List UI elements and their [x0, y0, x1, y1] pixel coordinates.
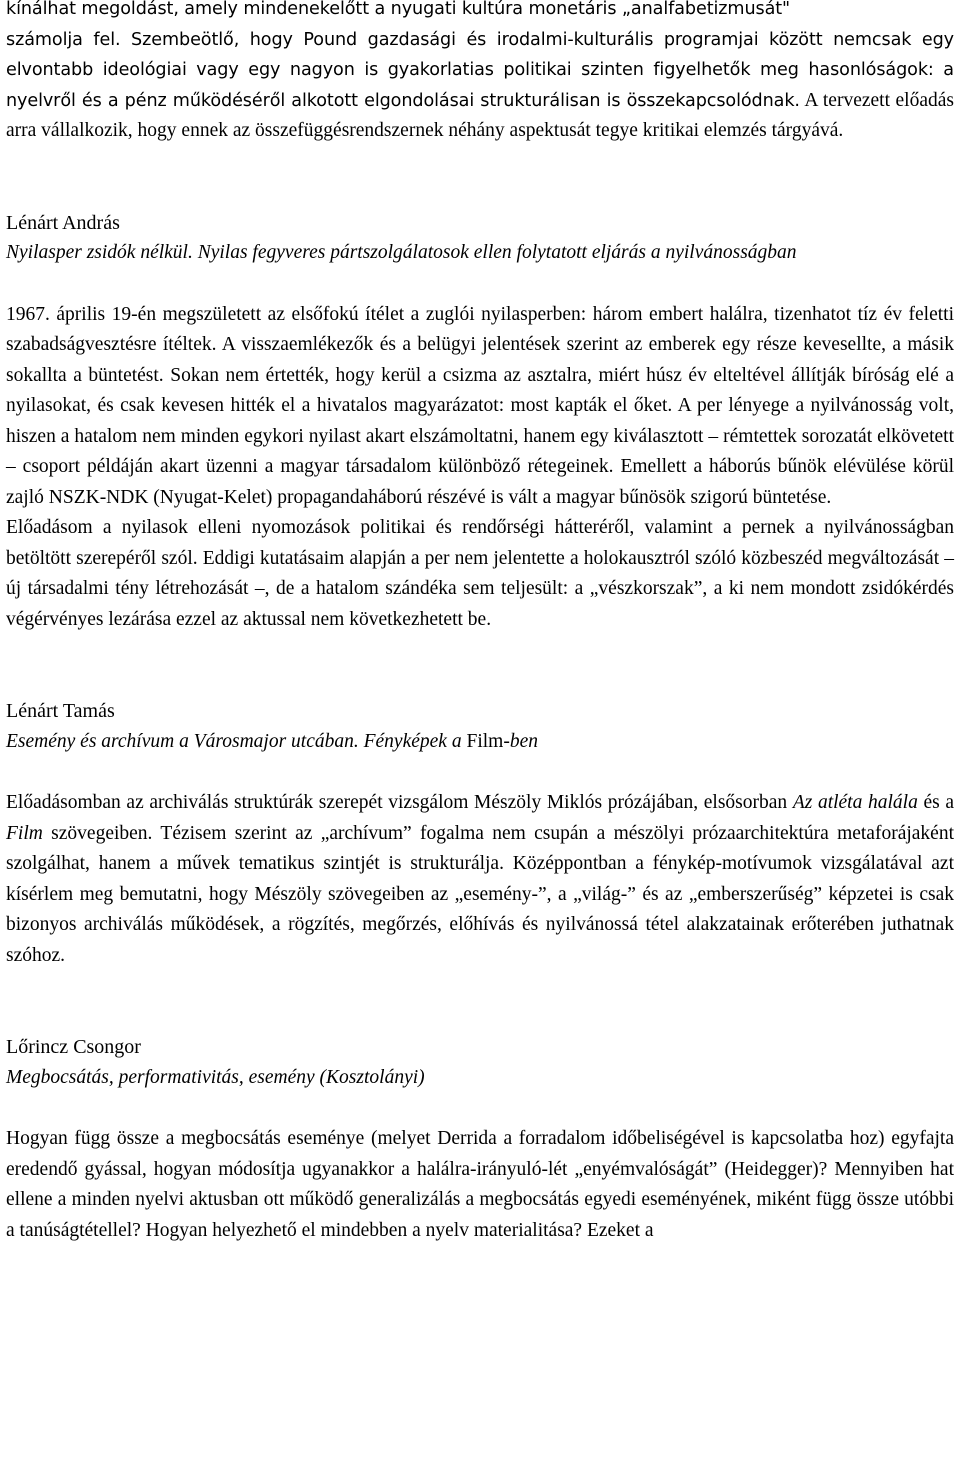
intro-line-1: kínálhat megoldást, amely mindenekelőtt a nyugati kultúra monetáris „analfabetizmusát" — [6, 0, 791, 19]
author-name: Lénárt Tamás — [6, 700, 115, 722]
abstract-paragraph — [6, 788, 954, 971]
title-spacer — [6, 1093, 954, 1124]
abstract-text: szövegeiben. Tézisem szerint az „archívum” fogalma nem csupán a mészölyi prózaarchitektúra metaforájaként szolgálhat, hanem a művek tematikus szintjét is strukturálja. Középpontban a fénykép-motívumok vizsgálatával azt kísérlem meg bemutatni, hogy Mészöly szövegeiben az „esemény-”, a „világ-” és az „emberszerűség” képzetei is csak bizonyos archiválás működések, a rögzítés, megőrzés, előhívás és nyilvánossá tétel alakzatainak erőterében juthatnak szóhoz. — [6, 822, 954, 966]
work-title: Az atléta halála — [792, 792, 918, 813]
author-name: Lénárt András — [6, 211, 120, 234]
document-page — [6, 0, 954, 1246]
work-title: Film — [6, 822, 43, 844]
abstract-text: és a — [917, 792, 954, 813]
section-lenart-tamas — [6, 696, 954, 971]
talk-title: Megbocsátás, performativitás, esemény (Kosztolányi) — [6, 1066, 425, 1088]
intro-line-2: számolja fel. — [6, 29, 132, 50]
section-spacer — [6, 635, 954, 696]
abstract-paragraph: Hogyan függ össze a megbocsátás eseménye (melyet Derrida a forradalom időbeliségével is kapcsolatba hoz) egyfajta eredendő gyással, hogyan módosítja ugyanakkor a halálra-irányuló-lét „enyémvalóságát” (Heidegger)? Mennyiben hat ellene a minden nyelvi aktusban ott működő generalizálás a megbocsátás egyedi eseményének, miként függ össze utóbbi a tanúságtétellel? Hogyan helyezhető el mindebben a nyelv materialitása? Ezeket a — [6, 1128, 954, 1241]
intro-paragraph — [6, 0, 954, 147]
section-spacer — [6, 971, 954, 1032]
intro-sans-text: Szembeötlő, hogy Pound gazdasági és irodalmi-kulturális programjai között nemcsak egy elvontabb ideológiai vagy egy nagyon is gyakorlatias politikai szinten figyelhetők meg hasonlóságok: a nyelvről és a pénz működéséről alkotott elgondolásai strukturálisan is összekapcsolódnak. — [6, 29, 954, 111]
talk-title-part: Esemény és archívum a Városmajor utcában. Fényképek a — [6, 730, 467, 752]
section-lorincz-csongor — [6, 1032, 954, 1246]
title-spacer — [6, 269, 954, 300]
author-name: Lőrincz Csongor — [6, 1036, 141, 1058]
abstract-paragraph: Előadásom a nyilasok elleni nyomozások politikai és rendőrségi hátteréről, valamint a pernek a nyilvánosságban betöltött szerepéről szól. Eddigi kutatásaim alapján a per nem jelentette a holokausztról szóló közbeszéd megváltozását – új társadalmi tény létrehozását –, de a hatalom szándéka sem teljesült: a „vészkorszak”, a ki nem mondott zsidókérdés végérvényes lezárása ezzel az aktussal nem következhetett be. — [6, 517, 954, 630]
talk-title: Nyilasper zsidók nélkül. Nyilas fegyveres pártszolgálatosok ellen folytatott eljárás a nyilvánosságban — [6, 242, 797, 263]
intro-tail-text: A tervezett előadás arra vállalkozik, hogy ennek az összefüggésrendszernek néhány aspektusát tegye kritikai elemzés tárgyává. — [6, 89, 954, 141]
title-spacer — [6, 757, 954, 788]
talk-title — [6, 727, 954, 758]
talk-title-part: Film — [466, 730, 504, 752]
section-lenart-andras — [6, 208, 954, 636]
section-spacer — [6, 147, 954, 208]
talk-title-part: -ben — [503, 730, 538, 752]
abstract-paragraph: 1967. április 19-én megszületett az elsőfokú ítélet a zuglói nyilasperben: három embert halálra, tizenhatot tíz év feletti szabadságvesztésre ítéltek. A visszaemlékezők és a belügyi jelentések szerint az emberek egy része kevesellte, a másik sokallta a büntetést. Sokan nem értették, hogy kerül a csizma az asztalra, miért húsz év elteltével állítják bíróság elé a nyilasokat, és csak kevesen hitték el a hivatalos magyarázatot: most kapták el őket. A per lényege a nyilvánosság volt, hiszen a hatalom nem minden egykori nyilast akart elszámoltatni, hanem egy kiválasztott – rémtettek sorozatát elkövetett – csoport példáján akart üzenni a magyar társadalom különböző rétegeinek. Emellett a háborús bűnök elévülése körül zajló NSZK-NDK (Nyugat-Kelet) propagandaháború részévé is vált a magyar bűnösök szigorú büntetése. — [6, 303, 954, 508]
abstract-text: Előadásomban az archiválás struktúrák szerepét vizsgálom Mészöly Miklós prózájában, elsősorban — [6, 792, 793, 813]
